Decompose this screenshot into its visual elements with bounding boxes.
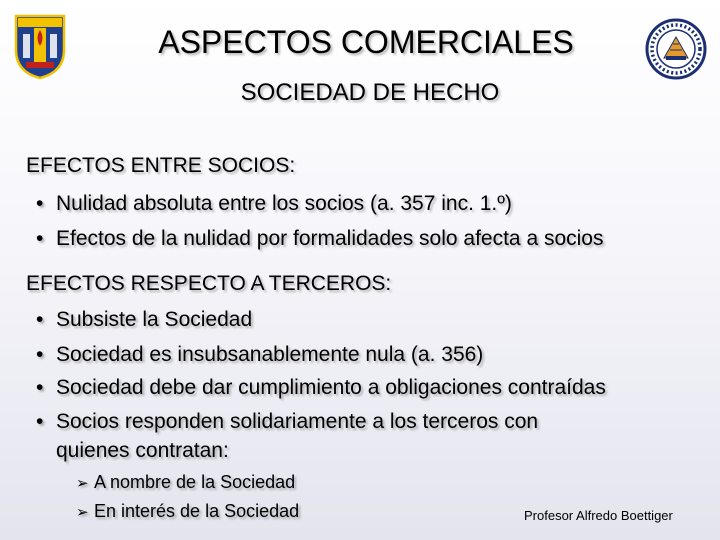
sub-list-item <box>76 470 295 496</box>
bullet-icon: • <box>36 227 44 250</box>
bullet-icon: • <box>36 410 44 433</box>
bullet-icon: • <box>36 343 44 366</box>
bullet-icon: • <box>36 308 44 331</box>
list-item-continuation: quienes contratan: <box>56 439 229 462</box>
list-item-text: Sociedad es insubsanablemente nula (a. 356) <box>56 343 484 366</box>
section-heading-socios: EFECTOS ENTRE SOCIOS: <box>26 154 296 177</box>
list-item-text: Efectos de la nulidad por formalidades solo afecta a socios <box>56 227 604 250</box>
sub-list-item <box>76 499 299 525</box>
slide-title: ASPECTOS COMERCIALES <box>158 24 574 60</box>
section-heading-terceros: EFECTOS RESPECTO A TERCEROS: <box>26 272 392 295</box>
list-item <box>36 375 606 401</box>
list-item <box>36 342 483 368</box>
list-item <box>36 191 512 217</box>
bullet-icon: • <box>36 376 44 399</box>
author-credit: Profesor Alfredo Boettiger <box>524 508 673 523</box>
list-item <box>36 307 252 333</box>
arrow-bullet-icon: ➢ <box>76 504 89 521</box>
bullet-icon: • <box>36 192 44 215</box>
list-item <box>36 409 538 435</box>
slide-subtitle: SOCIEDAD DE HECHO <box>240 79 500 106</box>
list-item-text: Subsiste la Sociedad <box>56 308 253 331</box>
arrow-bullet-icon: ➢ <box>76 475 89 492</box>
list-item <box>36 226 604 252</box>
list-item-text: Sociedad debe dar cumplimiento a obligaciones contraídas <box>56 376 606 399</box>
sub-list-item-text: A nombre de la Sociedad <box>94 472 296 492</box>
list-item-text: Socios responden solidariamente a los terceros con <box>56 410 539 433</box>
sub-list-item-text: En interés de la Sociedad <box>94 501 300 521</box>
list-item-text: Nulidad absoluta entre los socios (a. 357 inc. 1.º) <box>56 192 512 215</box>
